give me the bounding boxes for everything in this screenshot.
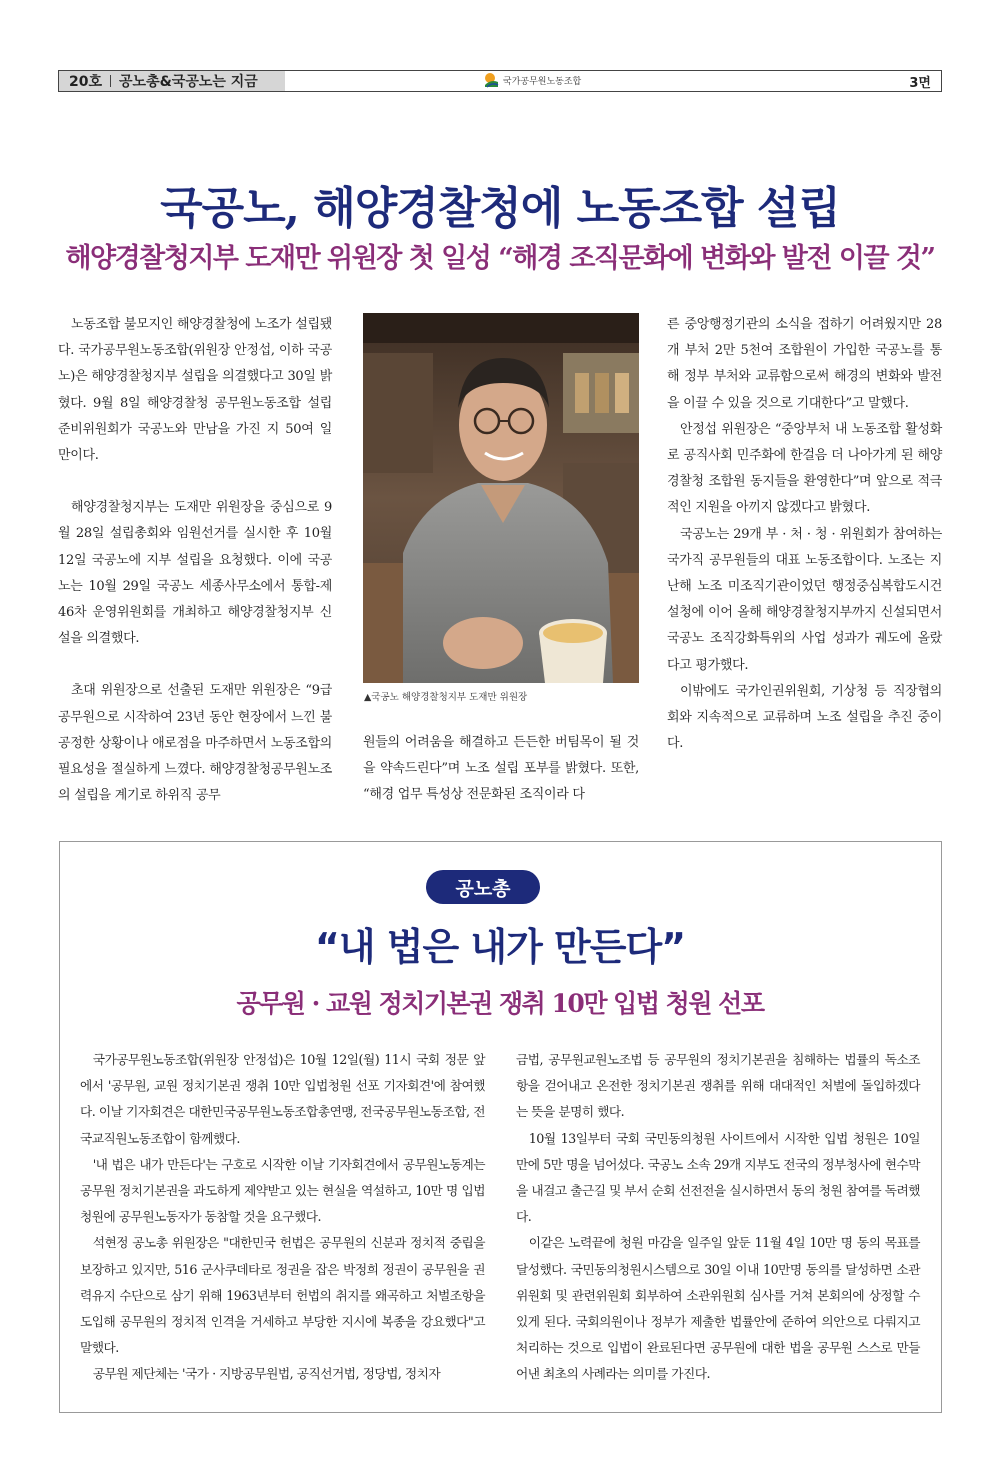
paragraph: 안정섭 위원장은 “중앙부처 내 노동조합 활성화로 공직사회 민주화에 한걸음 더 나아가게 된 해양경찰청 조합원 동지들을 환영한다”며 앞으로 적극적인 지원을 아끼지 않겠다고 밝혔다. — [667, 421, 942, 516]
paragraph: 른 중앙행정기관의 소식을 접하기 어려웠지만 28개 부처 2만 5천여 조합원이 가입한 국공노를 통해 정부 부처와 교류함으로써 해경의 변화와 발전을 이끌 수 있을 것으로 기대한다”고 말했다. — [667, 317, 942, 411]
article-photo — [363, 313, 639, 683]
paragraph: 이같은 노력끝에 청원 마감을 일주일 앞둔 11월 4일 10만 명 동의 목표를 달성했다. 국민동의청원시스템으로 30일 이내 10만명 동의를 달성하면 소관위원회 및 관련위원회 회부하여 소관위원회 심사를 거쳐 본회의에 상정할 수 있게 된다. 국회의원이나 정부가 제출한 법률안에 준하여 의안으로 다뤄지고 처리하는 것으로 입법이 완료된다면 공무원에 대한 법을 공무원 스스로 만들어낸 최초의 사례라는 의미를 가진다. — [516, 1235, 920, 1382]
paragraph: 국공노는 29개 부 · 처 · 청 · 위원회가 참여하는 국가직 공무원들의 대표 노동조합이다. 노조는 지난해 노조 미조직기관이었던 행정중심복합도시건설청에 이어 올해 해양경찰청지부까지 신설되면서 국공노 조직강화특위의 사업 성과가 궤도에 올랐다고 평가했다. — [667, 526, 942, 673]
article-column-3 — [667, 312, 942, 757]
issue-number: 20호 — [69, 74, 103, 90]
article-subtitle: 해양경찰청지부 도재만 위원장 첫 일성 “해경 조직문화에 변화와 발전 이끌 것” — [65, 243, 935, 274]
header-divider — [110, 75, 111, 87]
page-number: 3면 — [909, 76, 931, 91]
paragraph: 석현정 공노총 위원장은 "대한민국 헌법은 공무원의 신분과 정치적 중립을 보장하고 있지만, 516 군사쿠데타로 정권을 잡은 박정희 정권이 공무원을 권력유지 수단으로 삼기 위해 1963년부터 헌법의 취지를 왜곡하고 처벌조항을 도입해 공무원의 정치적 인격을 거세하고 부당한 지시에 복종을 강요했다"고 말했다. — [80, 1235, 485, 1356]
box-column-1 — [80, 1047, 485, 1388]
page-header — [58, 70, 942, 92]
org-name: 국가공무원노동조합 — [503, 76, 582, 87]
paragraph: 10월 13일부터 국회 국민동의청원 사이트에서 시작한 입법 청원은 10일 만에 5만 명을 넘어섰다. 국공노 소속 29개 지부도 전국의 정부청사에 현수막을 내걸고 출근길 및 부서 순회 선전전을 실시하면서 동의 청원 참여를 독려했다. — [516, 1130, 920, 1225]
article-title: 국공노, 해양경찰청에 노동조합 설립 — [160, 183, 840, 234]
paragraph: 금법, 공무원교원노조법 등 공무원의 정치기본권을 침해하는 법률의 독소조항을 걷어내고 온전한 정치기본권 쟁취를 위해 대대적인 처벌에 돌입하겠다는 뜻을 분명히 했다. — [516, 1052, 920, 1120]
paragraph: 공무원 제단체는 '국가 · 지방공무원법, 공직선거법, 정당법, 정치자 — [92, 1366, 441, 1382]
photo-caption: ▲국공노 해양경찰청지부 도재만 위원장 — [364, 692, 528, 703]
paragraph: '내 법은 내가 만든다'는 구호로 시작한 이날 기자회견에서 공무원노동계는 공무원 정치기본권을 과도하게 제약받고 있는 현실을 역설하고, 10만 명 입법청원에 공무원노동자가 동참할 것을 요구했다. — [80, 1156, 485, 1225]
paragraph: 해양경찰청지부는 도재만 위원장을 중심으로 9월 28일 설립총회와 임원선거를 실시한 후 10월 12일 국공노에 지부 설립을 요청했다. 이에 국공노는 10월 29일 국공노 세종사무소에서 통합-제46차 운영위원회를 개최하고 해양경찰청지부 신설을 의결했다. — [58, 500, 332, 647]
box-title: “내 법은 내가 만든다” — [314, 925, 686, 969]
header-org — [483, 72, 581, 88]
paragraph: 국가공무원노동조합(위원장 안정섭)은 10월 12일(월) 11시 국회 정문 앞에서 '공무원, 교원 정치기본권 쟁취 10만 입법청원 선포 기자회견'에 참여했다. 이날 기자회견은 대한민국공무원노동조합총연맹, 전국공무원노동조합, 전국교직원노동조합이 함께했다. — [80, 1052, 485, 1146]
union-logo-icon — [483, 72, 499, 88]
box-column-2 — [516, 1047, 920, 1388]
article-column-1 — [58, 312, 332, 809]
paragraph: 초대 위원장으로 선출된 도재만 위원장은 “9급 공무원으로 시작하여 23년 동안 현장에서 느낀 불공정한 상황이나 애로점을 마주하면서 노동조합의 필요성을 절실하게 느꼈다. 해양경찰청공무원노조의 설립을 계기로 하위직 공무 — [58, 683, 332, 804]
article-column-2 — [363, 730, 639, 809]
section-name: 공노총&국공노는 지금 — [119, 74, 258, 90]
header-section-tab — [59, 71, 285, 91]
box-subtitle: 공무원 · 교원 정치기본권 쟁취 10만 입법 청원 선포 — [236, 989, 764, 1018]
portrait-photo-image — [363, 313, 639, 683]
paragraph: 이밖에도 국가인권위원회, 기상청 등 직장협의회와 지속적으로 교류하며 노조 설립을 추진 중이다. — [667, 683, 942, 752]
section-badge: 공노총 — [426, 870, 540, 904]
paragraph: 원들의 어려움을 해결하고 든든한 버팀목이 될 것을 약속드린다”며 노조 설립 포부를 밝혔다. 또한, “해경 업무 특성상 전문화된 조직이라 다 — [363, 735, 639, 803]
paragraph: 노동조합 불모지인 해양경찰청에 노조가 설립됐다. 국가공무원노동조합(위원장 안정섭, 이하 국공노)은 해양경찰청지부 설립을 의결했다고 30일 밝혔다. 9월 8일 해양경찰청 공무원노동조합 설립 준비위원회가 국공노와 만남을 가진 지 50여 일 만이다. — [58, 317, 332, 464]
